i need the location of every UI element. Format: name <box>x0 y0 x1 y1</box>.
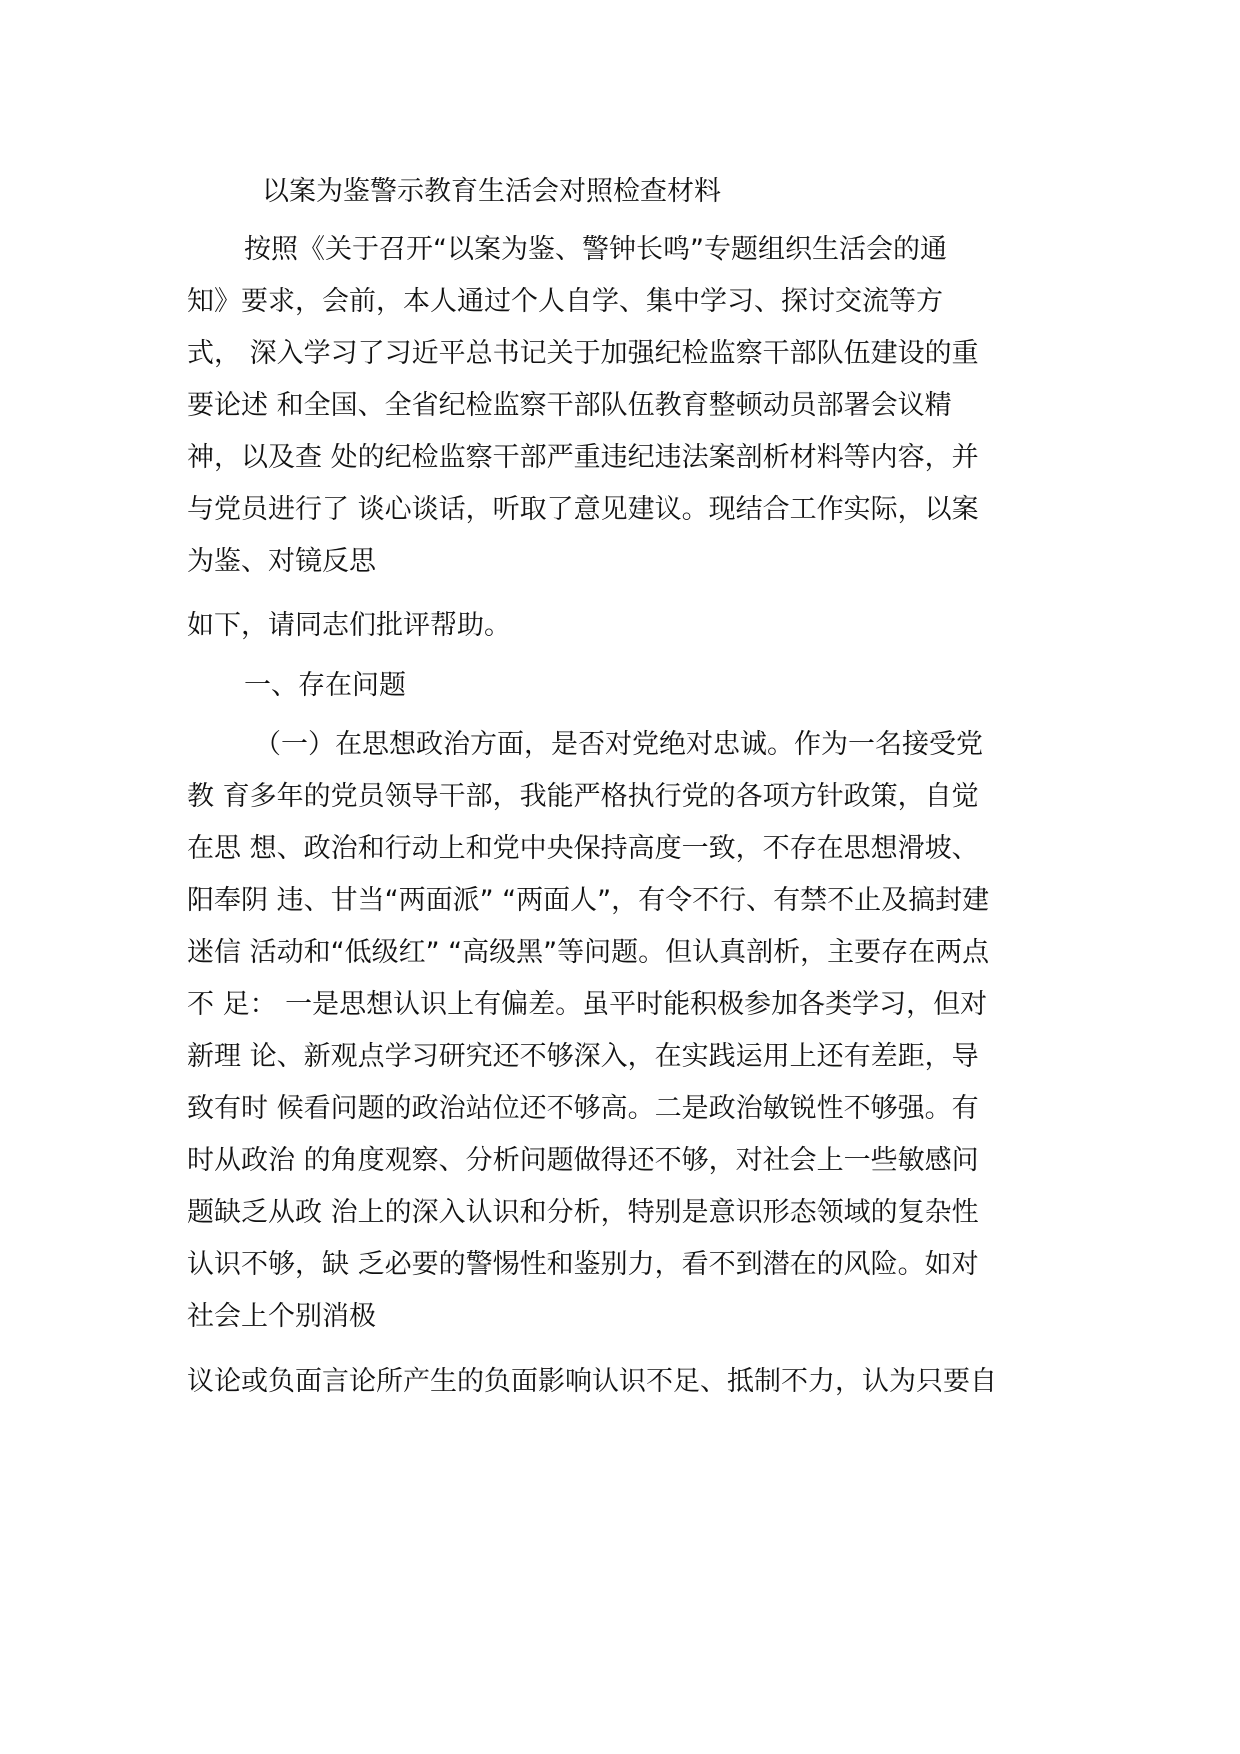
body-line: 式， 深入学习了习近平总书记关于加强纪检监察干部队伍建设的重 <box>187 338 979 369</box>
body-line: 为鉴、对镜反思 <box>187 546 376 577</box>
body-line: 要论述 和全国、全省纪检监察干部队伍教育整顿动员部署会议精 <box>187 390 952 421</box>
body-line: 议论或负面言论所产生的负面影响认识不足、抵制不力，认为只要自 <box>187 1366 997 1397</box>
body-line: 教 育多年的党员领导干部，我能严格执行党的各项方针政策，自觉 <box>187 781 979 812</box>
body-line: 与党员进行了 谈心谈话，听取了意见建议。现结合工作实际，以案 <box>187 494 979 525</box>
body-line: 致有时 候看问题的政治站位还不够高。二是政治敏锐性不够强。有 <box>187 1093 979 1124</box>
document-title: 以案为鉴警示教育生活会对照检查材料 <box>262 176 721 207</box>
body-line: 认识不够，缺 乏必要的警惕性和鉴别力，看不到潜在的风险。如对 <box>187 1249 979 1280</box>
body-line: 神，以及查 处的纪检监察干部严重违纪违法案剖析材料等内容，并 <box>187 442 979 473</box>
body-line: 在思 想、政治和行动上和党中央保持高度一致，不存在思想滑坡、 <box>187 833 979 864</box>
body-line: 新理 论、新观点学习研究还不够深入，在实践运用上还有差距，导 <box>187 1041 979 1072</box>
body-line: 题缺乏从政 治上的深入认识和分析，特别是意识形态领域的复杂性 <box>187 1197 979 1228</box>
body-line: 如下，请同志们批评帮助。 <box>187 610 511 641</box>
body-line: 按照《关于召开“以案为鉴、警钟长鸣”专题组织生活会的通 <box>244 234 947 265</box>
body-line: 迷信 活动和“低级红” “高级黑”等问题。但认真剖析，主要存在两点 <box>187 937 990 968</box>
body-line: 社会上个别消极 <box>187 1301 376 1332</box>
section-heading: 一、存在问题 <box>244 670 406 701</box>
body-line: 不 足： 一是思想认识上有偏差。虽平时能积极参加各类学习，但对 <box>187 989 988 1020</box>
body-line: 时从政治 的角度观察、分析问题做得还不够，对社会上一些敏感问 <box>187 1145 979 1176</box>
body-line: 知》要求，会前，本人通过个人自学、集中学习、探讨交流等方 <box>187 286 943 317</box>
body-line: 阳奉阴 违、甘当“两面派” “两面人”，有令不行、有禁不止及搞封建 <box>187 885 990 916</box>
body-line: （一）在思想政治方面，是否对党绝对忠诚。作为一名接受党 <box>254 729 983 760</box>
